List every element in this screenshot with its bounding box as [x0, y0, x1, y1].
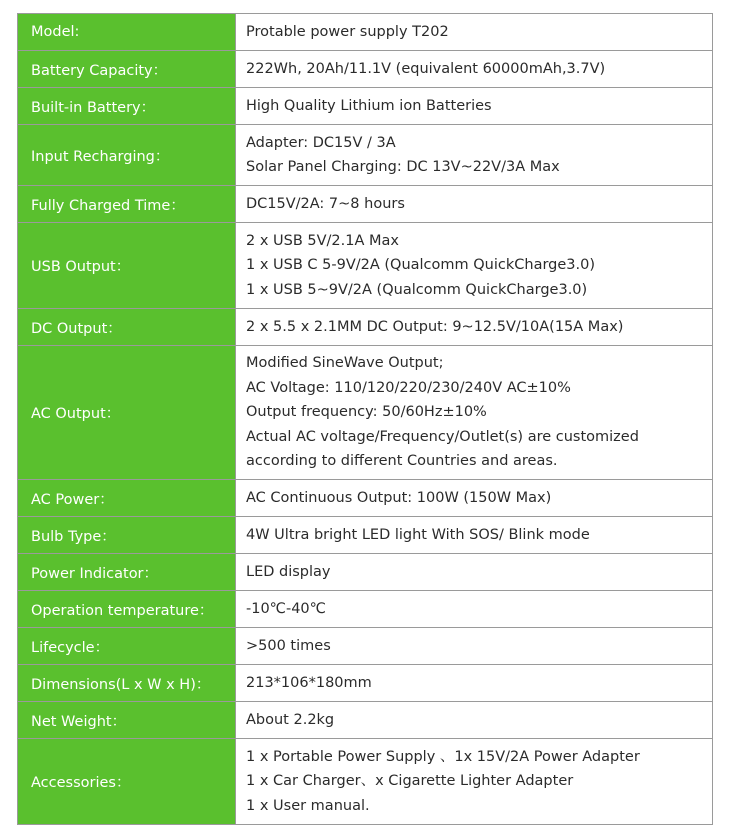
- spec-label: AC Power：: [18, 480, 236, 517]
- spec-row: [18, 702, 713, 739]
- spec-row: [18, 480, 713, 517]
- spec-table-body: [18, 14, 713, 825]
- spec-value-line: 1 x Car Charger、x Cigarette Lighter Adapter: [246, 773, 574, 790]
- spec-value: [236, 591, 713, 628]
- spec-label: Fully Charged Time：: [18, 186, 236, 223]
- spec-value: [236, 628, 713, 665]
- spec-value: [236, 88, 713, 125]
- spec-label: Built-in Battery：: [18, 88, 236, 125]
- spec-value-line: 4W Ultra bright LED light With SOS/ Blink mode: [246, 526, 590, 543]
- spec-label: Lifecycle：: [18, 628, 236, 665]
- spec-value-line: 213*106*180mm: [246, 674, 372, 691]
- spec-value-line: >500 times: [246, 637, 331, 654]
- spec-row: [18, 125, 713, 186]
- spec-value-line: -10℃-40℃: [246, 600, 326, 617]
- spec-value: [236, 554, 713, 591]
- spec-value-line: 1 x USB C 5-9V/2A (Qualcomm QuickCharge3.0): [246, 257, 595, 274]
- spec-value-line: About 2.2kg: [246, 711, 335, 728]
- spec-label: Input Recharging：: [18, 125, 236, 186]
- spec-row: [18, 591, 713, 628]
- spec-value: [236, 125, 713, 186]
- spec-label: Operation temperature：: [18, 591, 236, 628]
- spec-value-line: DC15V/2A: 7~8 hours: [246, 195, 405, 212]
- spec-value-line: 1 x USB 5~9V/2A (Qualcomm QuickCharge3.0): [246, 281, 588, 298]
- spec-value-line: High Quality Lithium ion Batteries: [246, 97, 492, 114]
- spec-value-line: Modified SineWave Output;: [246, 355, 444, 372]
- spec-value: [236, 665, 713, 702]
- spec-value-line: 1 x Portable Power Supply 、1x 15V/2A Power Adapter: [246, 748, 640, 765]
- spec-value-line: 1 x User manual.: [246, 797, 370, 814]
- spec-value-line: 2 x USB 5V/2.1A Max: [246, 232, 399, 249]
- spec-label: Battery Capacity：: [18, 51, 236, 88]
- spec-value-line: 2 x 5.5 x 2.1MM DC Output: 9~12.5V/10A(15A Max): [246, 318, 624, 335]
- spec-value: [236, 51, 713, 88]
- spec-table: [17, 13, 713, 825]
- spec-row: [18, 309, 713, 346]
- spec-value-line: Solar Panel Charging: DC 13V~22V/3A Max: [246, 159, 560, 175]
- spec-label: Bulb Type：: [18, 517, 236, 554]
- spec-value: [236, 739, 713, 825]
- spec-label: Accessories：: [18, 739, 236, 825]
- spec-value-line: Actual AC voltage/Frequency/Outlet(s) are customized: [246, 428, 639, 445]
- spec-label: USB Output：: [18, 223, 236, 309]
- spec-value: [236, 309, 713, 346]
- spec-value: [236, 517, 713, 554]
- spec-label: Power Indicator：: [18, 554, 236, 591]
- spec-value-line: according to different Countries and areas.: [246, 453, 558, 470]
- spec-row: [18, 554, 713, 591]
- spec-label: Model:: [18, 14, 236, 51]
- spec-row: [18, 14, 713, 51]
- spec-label: AC Output：: [18, 346, 236, 480]
- spec-label: Dimensions(L x W x H)：: [18, 665, 236, 702]
- spec-row: [18, 186, 713, 223]
- spec-row: [18, 628, 713, 665]
- spec-label: DC Output：: [18, 309, 236, 346]
- spec-value-line: AC Continuous Output: 100W (150W Max): [246, 489, 552, 506]
- spec-row: [18, 223, 713, 309]
- spec-value-line: Output frequency: 50/60Hz±10%: [246, 404, 487, 421]
- spec-value-line: 222Wh, 20Ah/11.1V (equivalent 60000mAh,3.7V): [246, 60, 606, 77]
- spec-row: [18, 739, 713, 825]
- spec-value: [236, 223, 713, 309]
- spec-value: [236, 186, 713, 223]
- spec-value-line: Adapter: DC15V / 3A: [246, 134, 396, 151]
- spec-value: [236, 346, 713, 480]
- spec-row: [18, 517, 713, 554]
- spec-label: Net Weight：: [18, 702, 236, 739]
- spec-value-line: Protable power supply T202: [246, 23, 449, 40]
- spec-value: [236, 480, 713, 517]
- spec-value-line: LED display: [246, 563, 331, 580]
- spec-row: [18, 88, 713, 125]
- spec-row: [18, 346, 713, 480]
- spec-value: [236, 14, 713, 51]
- spec-row: [18, 665, 713, 702]
- spec-value-line: AC Voltage: 110/120/220/230/240V AC±10%: [246, 379, 571, 396]
- spec-row: [18, 51, 713, 88]
- spec-value: [236, 702, 713, 739]
